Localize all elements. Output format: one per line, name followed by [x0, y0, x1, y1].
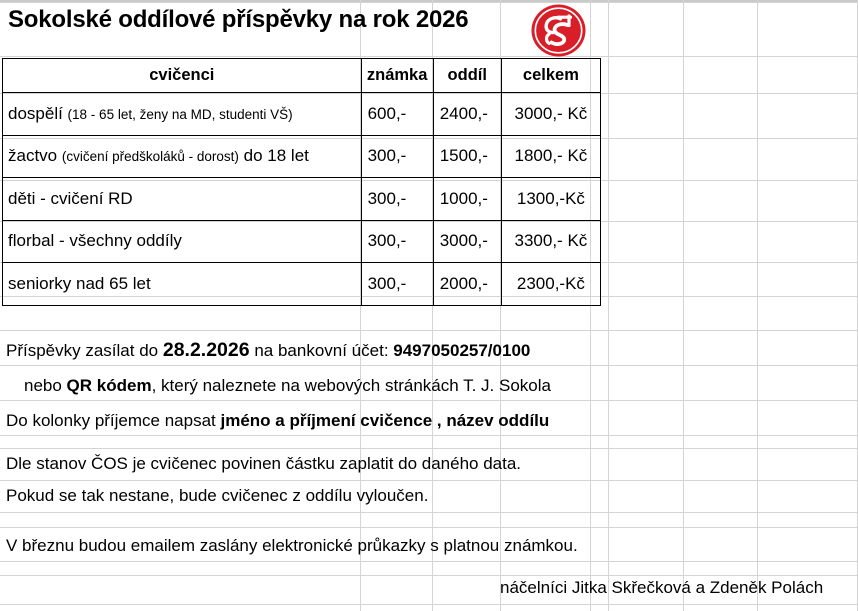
row-category-tail: do 18 let	[238, 146, 309, 166]
recipient-pre: Do kolonky příjemce napsat	[6, 411, 221, 430]
rules-line-2: Pokud se tak nestane, bude cvičenec z oddílu vyloučen.	[6, 486, 429, 505]
row-category-main: dospělí	[8, 103, 68, 123]
column-header-oddil: oddíl	[433, 59, 501, 93]
gridline-horizontal	[0, 435, 858, 436]
gridline-horizontal	[0, 561, 858, 562]
table-row	[3, 135, 601, 178]
row-category-main: florbal - všechny oddíly	[8, 231, 182, 251]
column-header-celkem: celkem	[501, 59, 600, 93]
row-total-fee: 1300,-Kč	[501, 178, 600, 221]
gridline-horizontal	[0, 330, 858, 331]
page-title: Sokolské oddílové příspěvky na rok 2026	[8, 6, 469, 33]
table-row	[3, 263, 601, 306]
qr-code-label: QR kódem	[66, 376, 152, 395]
gridline-horizontal	[0, 56, 858, 57]
row-category-main: děti - cvičení RD	[8, 188, 133, 208]
column-header-znamka: známka	[361, 59, 433, 93]
row-category-label	[3, 178, 362, 221]
rules-line-1: Dle stanov ČOS je cvičenec povinen částku zaplatit do daného data.	[6, 454, 522, 473]
qr-code-line	[24, 377, 551, 394]
table-row	[3, 178, 601, 221]
table-header-row	[3, 59, 601, 93]
gridline-vertical	[757, 0, 758, 611]
column-header-cvicenci: cvičenci	[3, 59, 362, 93]
row-category-main: seniorky nad 65 let	[8, 273, 151, 293]
row-category-note: (18 - 65 let, ženy na MD, studenti VŠ)	[67, 106, 293, 122]
fee-table	[2, 58, 601, 306]
row-category-label	[3, 93, 362, 136]
row-total-fee: 3300,- Kč	[501, 220, 600, 263]
row-total-fee: 3000,- Kč	[501, 93, 600, 136]
row-club-fee: 2400,-	[433, 93, 501, 136]
fee-table-body	[3, 93, 601, 306]
gridline-horizontal	[0, 480, 858, 481]
row-stamp-fee: 300,-	[361, 178, 433, 221]
row-category-label	[3, 263, 362, 306]
row-stamp-fee: 300,-	[361, 220, 433, 263]
row-club-fee: 3000,-	[433, 220, 501, 263]
row-stamp-fee: 300,-	[361, 135, 433, 178]
gridline-horizontal	[0, 575, 858, 576]
qr-pre: nebo	[24, 376, 67, 395]
payment-pre: Příspěvky zasílat do	[6, 341, 163, 360]
row-stamp-fee: 600,-	[361, 93, 433, 136]
gridline-vertical	[608, 0, 609, 611]
row-stamp-fee: 300,-	[361, 263, 433, 306]
recipient-field-line	[6, 412, 549, 429]
row-club-fee: 1500,-	[433, 135, 501, 178]
row-category-main: žactvo	[8, 146, 62, 166]
row-club-fee: 1000,-	[433, 178, 501, 221]
payment-instruction-line	[6, 341, 530, 361]
row-club-fee: 2000,-	[433, 263, 501, 306]
row-category-label	[3, 135, 362, 178]
gridline-vertical	[683, 0, 684, 611]
table-row	[3, 93, 601, 136]
qr-post: , který naleznete na webových stránkách T. J. Sokola	[151, 376, 551, 395]
bank-account-number: 9497050257/0100	[393, 341, 531, 360]
table-row	[3, 220, 601, 263]
gridline-horizontal	[0, 2, 858, 3]
cards-notice-line: V březnu budou emailem zaslány elektronické průkazky s platnou známkou.	[6, 536, 578, 555]
payment-due-date: 28.2.2026	[162, 339, 250, 361]
row-total-fee: 1800,- Kč	[501, 135, 600, 178]
gridline-horizontal	[0, 448, 858, 449]
payment-mid: na bankovní účet:	[249, 341, 394, 360]
signature-line: náčelníci Jitka Skřečková a Zdeněk Polách	[500, 578, 824, 597]
row-category-note: (cvičení předškoláků - dorost)	[61, 149, 239, 165]
gridline-horizontal	[0, 365, 858, 366]
gridline-horizontal	[0, 512, 858, 513]
sokol-logo-icon	[530, 3, 587, 58]
gridline-horizontal	[0, 604, 858, 605]
row-total-fee: 2300,-Kč	[501, 263, 600, 306]
gridline-horizontal	[0, 527, 858, 528]
gridline-horizontal	[0, 400, 858, 401]
recipient-bold: jméno a příjmení cvičence , název oddílu	[220, 411, 550, 430]
row-category-label	[3, 220, 362, 263]
